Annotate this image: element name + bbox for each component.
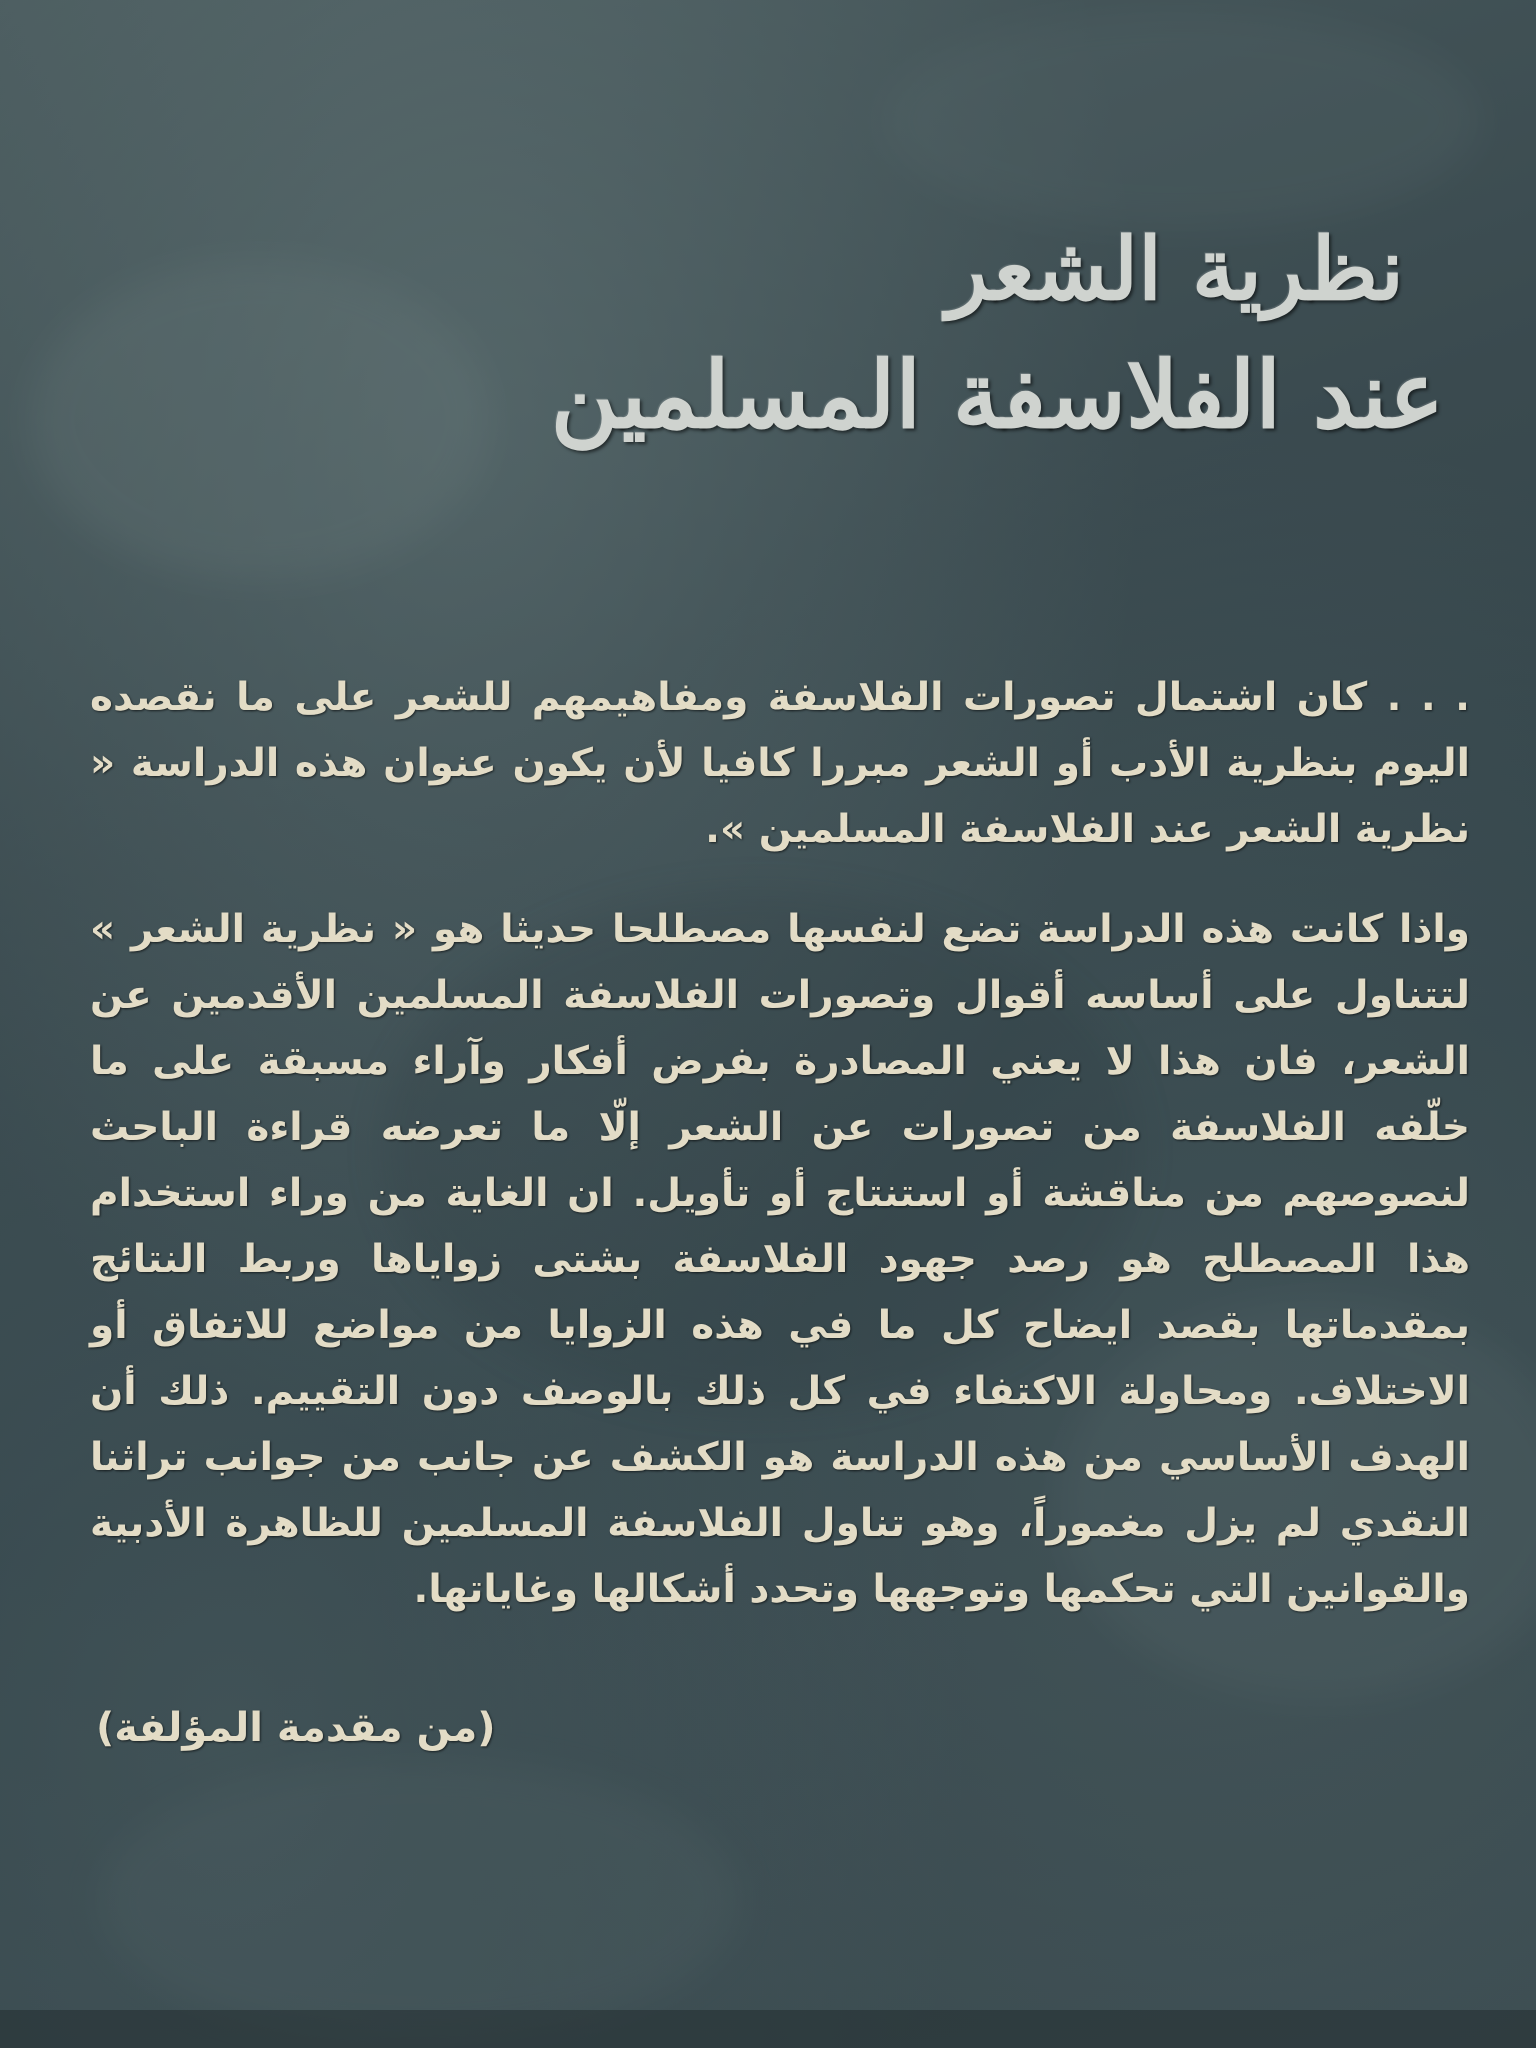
- blurb-text: [90, 665, 1470, 1657]
- blurb-paragraph-1: . . . كان اشتمال تصورات الفلاسفة ومفاهيمهم للشعر على ما نقصده اليوم بنظرية الأدب أو الشعر مبررا كافيا لأن يكون عنوان هذه الدراسة « نظرية الشعر عند الفلاسفة المسلمين ».: [90, 675, 1470, 852]
- title-line-2: عند الفلاسفة المسلمين: [550, 341, 1444, 449]
- blurb-paragraph-2: واذا كانت هذه الدراسة تضع لنفسها مصطلحا حديثا هو « نظرية الشعر » لتتناول على أساسه أقوال وتصورات الفلاسفة المسلمين الأقدمين عن الشعر، فان هذا لا يعني المصادرة بفرض أفكار وآراء مسبقة على ما خلّفه الفلاسفة من تصورات عن الشعر إلّا ما تعرضه قراءة الباحث لنصوصهم من مناقشة أو استنتاج أو تأويل. ان الغاية من وراء استخدام هذا المصطلح هو رصد جهود الفلاسفة بشتى زواياها وربط النتائج بمقدماتها بقصد ايضاح كل ما في هذه الزوايا من مواضع للاتفاق أو الاختلاف. ومحاولة الاكتفاء في كل ذلك بالوصف دون التقييم. ذلك أن الهدف الأساسي من هذه الدراسة هو الكشف عن جانب من جوانب تراثنا النقدي لم يزل مغموراً، وهو تناول الفلاسفة المسلمين للظاهرة الأدبية والقوانين التي تحكمها وتوجهها وتحدد أشكالها وغاياتها.: [90, 907, 1470, 1612]
- attribution-text: (من مقدمة المؤلفة): [96, 1705, 496, 1751]
- book-title: [550, 210, 1444, 460]
- title-line-1: نظرية الشعر: [946, 219, 1404, 320]
